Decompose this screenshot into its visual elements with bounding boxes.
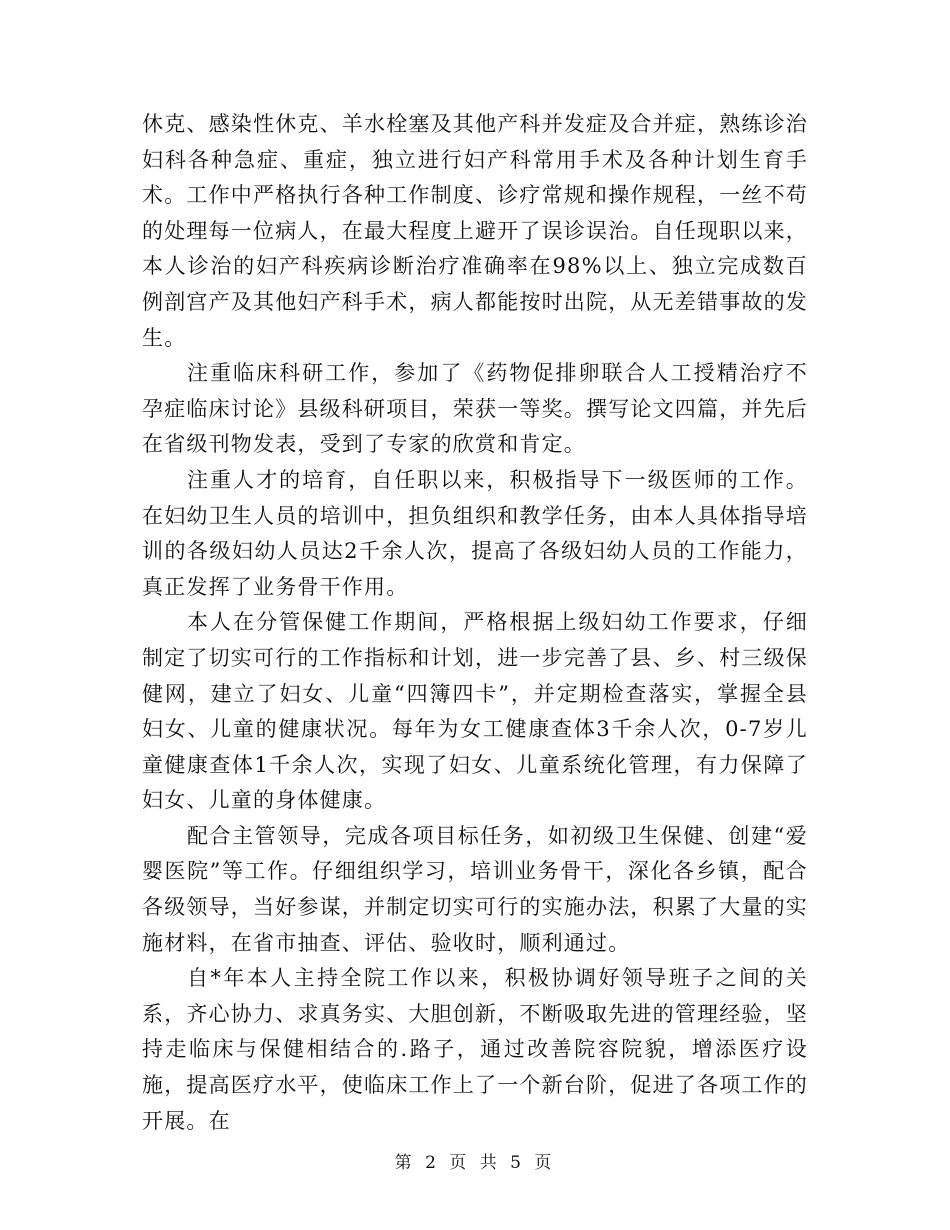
page-number-footer: 第 2 页 共 5 页 [394, 1153, 556, 1173]
paragraph-research: 注重临床科研工作，参加了《药物促排卵联合人工授精治疗不孕症临床讨论》县级科研项目，荣获一等奖。撰写论文四篇，并先后在省级刊物发表，受到了专家的欣赏和肯定。 [142, 361, 808, 457]
document-body [142, 107, 808, 1139]
paragraph-talent-training: 注重人才的培育，自任职以来，积极指导下一级医师的工作。在妇幼卫生人员的培训中，担负组织和教学任务，由本人具体指导培训的各级妇幼人员达2千余人次，提高了各级妇幼人员的工作能力，真正发挥了业务骨干作用。 [142, 467, 808, 599]
paragraph-health-care-management: 本人在分管保健工作期间，严格根据上级妇幼工作要求，仔细制定了切实可行的工作指标和计划，进一步完善了县、乡、村三级保健网，建立了妇女、儿童“四簿四卡”，并定期检查落实，掌握全县妇女、儿童的健康状况。每年为女工健康查体3千余人次，0-7岁儿童健康查体1千余人次，实现了妇女、儿童系统化管理，有力保障了妇女、儿童的身体健康。 [142, 610, 808, 813]
paragraph-leadership-support: 配合主管领导，完成各项目标任务，如初级卫生保健、创建“爱婴医院”等工作。仔细组织学习，培训业务骨干，深化各乡镇，配合各级领导，当好参谋，并制定切实可行的实施办法，积累了大量的实施材料，在省市抽查、评估、验收时，顺利通过。 [142, 823, 808, 955]
paragraph-hospital-management: 自*年本人主持全院工作以来，积极协调好领导班子之间的关系，齐心协力、求真务实、大胆创新，不断吸取先进的管理经验，坚持走临床与保健相结合的.路子，通过改善院容院貌，增添医疗设施，提高医疗水平，使临床工作上了一个新台阶，促进了各项工作的开展。在 [142, 966, 808, 1133]
paragraph-continued: 休克、感染性休克、羊水栓塞及其他产科并发症及合并症，熟练诊治妇科各种急症、重症，独立进行妇产科常用手术及各种计划生育手术。工作中严格执行各种工作制度、诊疗常规和操作规程，一丝不苟的处理每一位病人，在最大程度上避开了误诊误治。自任现职以来，本人诊治的妇产科疾病诊断治疗准确率在98%以上、独立完成数百例剖宫产及其他妇产科手术，病人都能按时出院，从无差错事故的发生。 [142, 112, 808, 350]
